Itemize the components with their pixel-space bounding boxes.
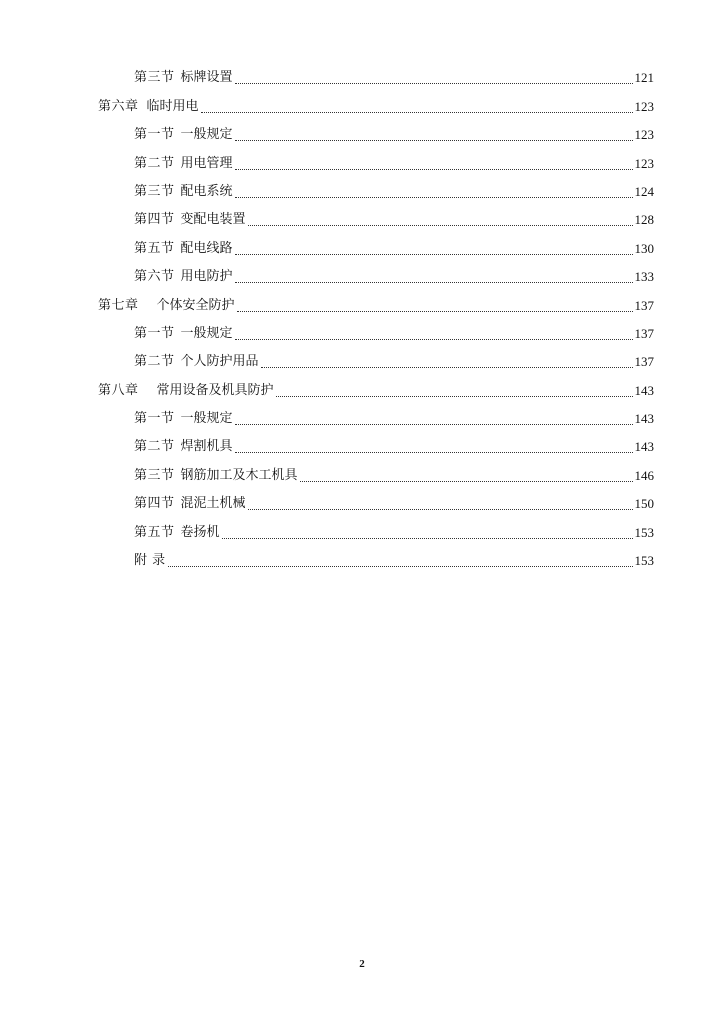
toc-entry-title: 配电线路 xyxy=(180,240,233,256)
toc-section-entry[interactable] xyxy=(0,178,724,206)
toc-entry-number: 第四节 xyxy=(134,212,175,228)
toc-entry-title: 钢筋加工及木工机具 xyxy=(180,467,298,483)
toc-entry-number: 第三节 xyxy=(134,70,175,86)
toc-entry-page: 130 xyxy=(634,240,654,256)
toc-entry-number: 第八章 xyxy=(98,382,139,398)
toc-entry-page: 124 xyxy=(634,183,654,199)
toc-section-entry[interactable] xyxy=(0,405,724,433)
toc-dot-leader xyxy=(235,452,633,453)
toc-dot-leader xyxy=(300,481,633,482)
toc-entry-page: 121 xyxy=(634,70,654,86)
toc-section-entry[interactable] xyxy=(0,348,724,376)
toc-entry-title: 配电系统 xyxy=(180,183,233,199)
toc-dot-leader xyxy=(235,169,633,170)
toc-entry-page: 146 xyxy=(634,467,654,483)
toc-entry-number: 第七章 xyxy=(98,297,139,313)
toc-entry-page: 137 xyxy=(634,297,654,313)
toc-entry-page: 137 xyxy=(634,325,654,341)
toc-section-entry[interactable] xyxy=(0,234,724,262)
toc-chapter-entry[interactable] xyxy=(0,376,724,404)
toc-entry-title: 用电管理 xyxy=(180,155,233,171)
toc-dot-leader xyxy=(168,566,633,567)
toc-entry-number: 第一节 xyxy=(134,325,175,341)
toc-entry-title: 常用设备及机具防护 xyxy=(156,382,274,398)
toc-dot-leader xyxy=(237,311,633,312)
toc-entry-page: 128 xyxy=(634,212,654,228)
toc-dot-leader xyxy=(248,225,633,226)
toc-entry-page: 143 xyxy=(634,382,654,398)
toc-entry-title: 一般规定 xyxy=(180,411,233,427)
toc-section-entry[interactable] xyxy=(0,433,724,461)
toc-entry-page: 123 xyxy=(634,155,654,171)
toc-entry-number: 第一节 xyxy=(134,127,175,143)
toc-dot-leader xyxy=(201,112,633,113)
toc-entry-page: 143 xyxy=(634,439,654,455)
toc-entry-number: 第一节 xyxy=(134,411,175,427)
toc-section-entry[interactable] xyxy=(0,547,724,575)
toc-dot-leader xyxy=(235,254,633,255)
toc-chapter-entry[interactable] xyxy=(0,92,724,120)
toc-dot-leader xyxy=(222,538,633,539)
toc-entry-title: 焊割机具 xyxy=(180,439,233,455)
toc-entry-title: 变配电装置 xyxy=(180,212,246,228)
toc-entry-title: 卷扬机 xyxy=(180,524,220,540)
page-number: 2 xyxy=(359,958,365,970)
toc-dot-leader xyxy=(235,339,633,340)
toc-section-entry[interactable] xyxy=(0,121,724,149)
toc-section-entry[interactable] xyxy=(0,263,724,291)
toc-entry-page: 143 xyxy=(634,411,654,427)
toc-dot-leader xyxy=(261,367,633,368)
toc-section-entry[interactable] xyxy=(0,320,724,348)
toc-section-entry[interactable] xyxy=(0,490,724,518)
toc-entry-page: 123 xyxy=(634,98,654,114)
toc-dot-leader xyxy=(276,396,633,397)
toc-chapter-entry[interactable] xyxy=(0,291,724,319)
toc-entry-number: 附 录 xyxy=(134,553,166,569)
toc-entry-page: 153 xyxy=(634,553,654,569)
toc-dot-leader xyxy=(235,424,633,425)
toc-entry-page: 133 xyxy=(634,269,654,285)
toc-entry-number: 第六节 xyxy=(134,269,175,285)
toc-entry-title: 个体安全防护 xyxy=(156,297,235,313)
toc-entry-title: 个人防护用品 xyxy=(180,354,259,370)
toc-entry-title: 用电防护 xyxy=(180,269,233,285)
toc-entry-number: 第二节 xyxy=(134,354,175,370)
toc-entry-number: 第二节 xyxy=(134,439,175,455)
toc-entry-title: 标牌设置 xyxy=(180,70,233,86)
toc-section-entry[interactable] xyxy=(0,64,724,92)
toc-section-entry[interactable] xyxy=(0,206,724,234)
toc-entry-title: 临时用电 xyxy=(146,98,199,114)
toc-entry-number: 第三节 xyxy=(134,467,175,483)
toc-dot-leader xyxy=(235,282,633,283)
toc-entry-page: 137 xyxy=(634,354,654,370)
toc-entry-number: 第五节 xyxy=(134,240,175,256)
toc-section-entry[interactable] xyxy=(0,461,724,489)
toc-entry-page: 123 xyxy=(634,127,654,143)
toc-dot-leader xyxy=(248,509,633,510)
toc-section-entry[interactable] xyxy=(0,149,724,177)
toc-entry-title: 混泥土机械 xyxy=(180,496,246,512)
toc-section-entry[interactable] xyxy=(0,518,724,546)
toc-entry-title: 一般规定 xyxy=(180,127,233,143)
toc-entry-page: 153 xyxy=(634,524,654,540)
table-of-contents xyxy=(0,64,724,575)
toc-dot-leader xyxy=(235,140,633,141)
toc-entry-number: 第六章 xyxy=(98,98,139,114)
toc-entry-title: 一般规定 xyxy=(180,325,233,341)
toc-entry-number: 第二节 xyxy=(134,155,175,171)
toc-entry-number: 第三节 xyxy=(134,183,175,199)
toc-dot-leader xyxy=(235,83,633,84)
toc-dot-leader xyxy=(235,197,633,198)
toc-entry-number: 第四节 xyxy=(134,496,175,512)
toc-entry-number: 第五节 xyxy=(134,524,175,540)
toc-entry-page: 150 xyxy=(634,496,654,512)
